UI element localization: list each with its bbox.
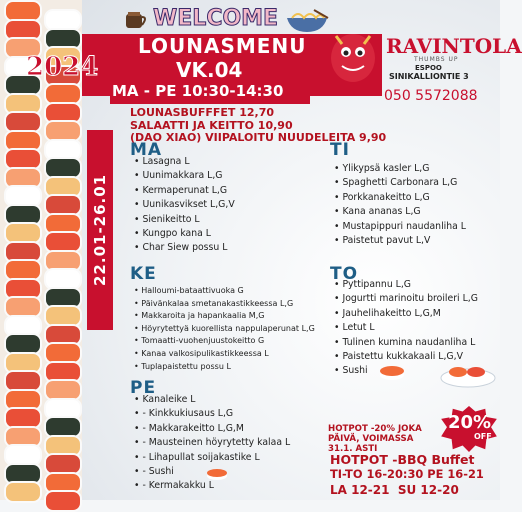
promo-line: 31.1. ASTI xyxy=(328,444,378,454)
menu-item: • Spaghetti Carbonara L,G xyxy=(334,176,466,190)
menu-item: • - Lihapullat soijakastike L xyxy=(134,451,290,465)
day-heading-ti: TI xyxy=(330,140,350,160)
menu-item: • Höyrytettyä kuorellista nappulaperunat L,G xyxy=(134,323,315,336)
menu-list-ma xyxy=(134,155,235,256)
menu-item: • Jauhelihakeitto L,G,M xyxy=(334,307,478,321)
day-heading-pe: PE xyxy=(130,378,157,398)
price-noodles: (DAO XIAO) VIIPALOITU NUUDELEITA 9,90 xyxy=(130,131,387,144)
dragon-mascot-logo xyxy=(322,24,384,86)
discount-suffix: OFF xyxy=(474,432,492,441)
menu-item: • Char Siew possu L xyxy=(134,241,235,255)
restaurant-city: ESPOO xyxy=(415,64,442,72)
sushi-plate-image xyxy=(440,356,496,388)
menu-item: • Jogurtti marinoitu broileri L,G xyxy=(334,292,478,306)
buffet-hours-weekend: LA 12-21 SU 12-20 xyxy=(330,483,459,497)
menu-item: • Porkkanakeitto L,G xyxy=(334,191,466,205)
menu-item: • Kana ananas L,G xyxy=(334,205,466,219)
price-buffet: LOUNASBUFFFET 12,70 xyxy=(130,106,275,119)
year-label: 2024 xyxy=(26,52,99,82)
price-list xyxy=(130,107,386,145)
menu-item: • Kanaleike L xyxy=(134,393,290,407)
restaurant-tagline: THUMBS UP xyxy=(414,56,459,63)
menu-item: • Tomaatti-vuohenjuustokeitto G xyxy=(134,335,315,348)
menu-item: • Paistetut pavut L,V xyxy=(334,234,466,248)
menu-item: • Pyttipannu L,G xyxy=(334,278,478,292)
day-heading-ke: KE xyxy=(130,264,157,284)
menu-title: LOUNASMENU xyxy=(138,34,307,58)
opening-hours: MA - PE 10:30-14:30 xyxy=(112,82,284,100)
menu-list-ke xyxy=(134,285,315,373)
date-range: 22.01-26.01 xyxy=(91,173,109,287)
promo-line: PÄIVÄ, VOIMASSA xyxy=(328,434,414,444)
menu-item: • Sienikeitto L xyxy=(134,213,235,227)
restaurant-address: SINIKALLIONTIE 3 xyxy=(389,72,469,81)
menu-item: • Ylikypsä kasler L,G xyxy=(334,162,466,176)
menu-item: • - Kermakakku L xyxy=(134,479,290,493)
buffet-hours-weekdays: TI-TO 16-20:30 PE 16-21 xyxy=(330,467,484,481)
coffee-cup-icon xyxy=(122,8,150,32)
menu-item: • Tuplapaistettu possu L xyxy=(134,361,315,374)
menu-item: • Sushi xyxy=(334,364,478,378)
menu-item: • Halloumi-bataattivuoka G xyxy=(134,285,315,298)
menu-list-ti xyxy=(334,162,466,248)
promo-line: HOTPOT -20% JOKA xyxy=(328,424,422,434)
menu-item: • - Kinkkukiusaus L,G xyxy=(134,407,290,421)
restaurant-name: RAVINTOLA xyxy=(386,34,522,58)
menu-item: • - Mausteinen höyrytetty kalaa L xyxy=(134,436,290,450)
menu-item: • - Sushi xyxy=(134,465,290,479)
menu-item: • - Makkarakeitto L,G,M xyxy=(134,422,290,436)
price-salad-soup: SALAATTI JA KEITTO 10,90 xyxy=(130,118,293,132)
menu-item: • Kanaa valkosipulikastikkeessa L xyxy=(134,348,315,361)
menu-item: • Lasagna L xyxy=(134,155,235,169)
buffet-title: HOTPOT -BBQ Buffet xyxy=(330,452,475,467)
menu-item: • Tulinen kumina naudanliha L xyxy=(334,336,478,350)
sushi-icon xyxy=(206,465,228,477)
menu-item: • Uunikasvikset L,G,V xyxy=(134,198,235,212)
menu-item: • Makkaroita ja hapankaalia M,G xyxy=(134,310,315,323)
welcome-heading: WELCOME xyxy=(153,6,279,31)
discount-value: 20% xyxy=(448,412,492,433)
menu-item: • Kungpo kana L xyxy=(134,227,235,241)
restaurant-phone: 050 5572088 xyxy=(384,88,478,104)
menu-item: • Uunimakkara L,G xyxy=(134,169,235,183)
menu-item: • Päivänkalaa smetanakastikkeessa L,G xyxy=(134,298,315,311)
hotpot-promo-text xyxy=(328,424,422,454)
menu-item: • Kermaperunat L,G xyxy=(134,184,235,198)
menu-item: • Mustapippuri naudanliha L xyxy=(334,220,466,234)
sushi-piece xyxy=(44,490,82,512)
week-label: VK.04 xyxy=(176,58,243,82)
day-heading-ma: MA xyxy=(130,140,163,160)
day-heading-to: TO xyxy=(330,264,359,284)
sushi-icon xyxy=(378,364,406,380)
menu-item: • Letut L xyxy=(334,321,478,335)
menu-item: • Paistettu kukkakaali L,G,V xyxy=(334,350,478,364)
sushi-piece xyxy=(4,481,42,503)
